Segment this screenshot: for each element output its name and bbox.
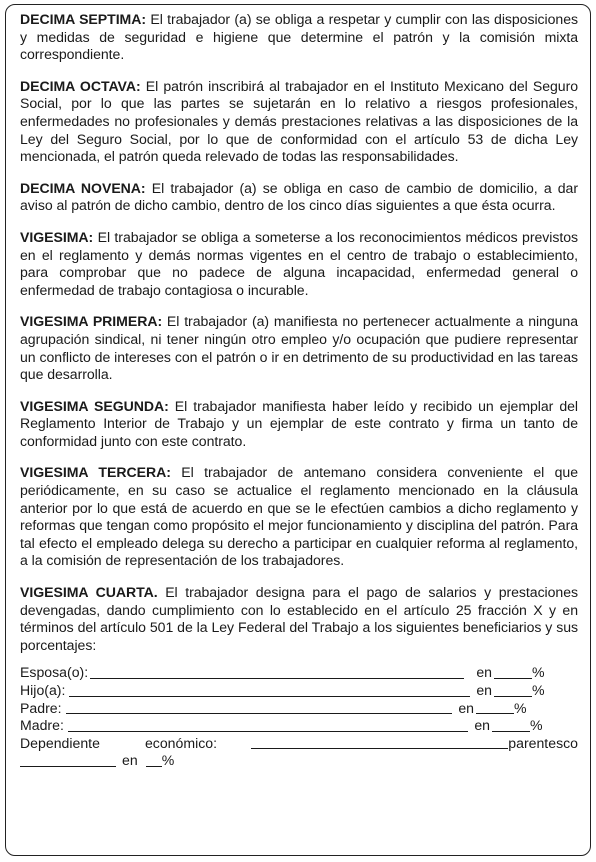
mother-name-field[interactable] [68,718,468,732]
in-label: en [476,664,492,681]
economic-label: económico: [144,734,218,751]
percent-sign: % [532,664,545,681]
beneficiary-row-mother [20,717,578,735]
clause-text: El trabajador manifiesta haber leído y recibido un ejemplar del Reglamento Interior de Trabajo y un ejemplar de este contrato y firma un tanto de conformidad junto con este contrato. [20,397,578,449]
dependent-kinship-field[interactable] [20,753,116,767]
clause-text: El patrón inscribirá al trabajador en el Instituto Mexicano del Seguro Social, por lo que las partes se sujetarán en lo relativo a riesgos profesionales, enfermedades no profesionales y demás prestaciones relativas a las disposiciones de la Ley del Seguro Social, por lo que de conformidad con el artículo 53 de dicha Ley mencionada, el patrón queda relevado de todas las responsabilidades. [20,77,579,165]
clause-vigesima-tercera [20,464,578,570]
spouse-percent-field[interactable] [494,665,532,679]
beneficiary-row-dependent-percent [20,752,578,770]
clause-title: VIGESIMA PRIMERA: [20,313,163,330]
clause-text: El trabajador (a) manifiesta no pertenecer actualmente a ninguna agrupación sindical, ni tener ningún otro empleo y/o ocupación que pudiere representar un conflicto de intereses con el patrón o ir en detrimento de su productividad en las tareas que desarrolla. [20,313,579,383]
clause-title: DECIMA OCTAVA: [20,77,141,94]
dependent-name-field[interactable] [251,735,508,749]
clause-vigesima-segunda [20,398,578,451]
percent-sign: % [514,699,527,716]
percent-sign: % [530,717,543,734]
child-label: Hijo(a): [20,682,66,698]
in-label: en [474,717,490,734]
clause-decima-septima [20,11,578,64]
beneficiary-row-spouse [20,664,578,682]
clause-vigesima [20,229,578,299]
spouse-label: Esposa(o): [20,664,89,681]
clause-decima-octava [20,78,578,166]
percent-sign: % [161,752,175,769]
clause-vigesima-primera [20,313,578,383]
dependent-percent-field[interactable] [146,753,162,767]
father-name-field[interactable] [66,700,453,714]
in-label: en [458,699,474,716]
spouse-name-field[interactable] [90,665,464,679]
father-label: Padre: [20,699,62,716]
clause-title: DECIMA NOVENA: [20,179,146,196]
child-name-field[interactable] [69,683,470,697]
beneficiaries-form [20,664,578,770]
in-label: en [122,752,138,769]
clause-text: El trabajador (a) se obliga en caso de cambio de domicilio, a dar aviso al patrón de dicho cambio, dentro de los cinco días siguientes a que ésta ocurra. [20,179,578,214]
clause-title: VIGESIMA TERCERA: [20,464,171,481]
clause-title: VIGESIMA SEGUNDA: [20,397,169,414]
clause-title: DECIMA SEPTIMA: [20,11,147,27]
percent-sign: % [532,682,545,698]
beneficiary-row-dependent [20,735,578,753]
mother-label: Madre: [20,717,64,734]
dependent-label: Dependiente [20,734,100,751]
clause-text: El trabajador designa para el pago de salarios y prestaciones devengadas, dando cumplimiento con lo establecido en el artículo 25 fracción X y en términos del artículo 501 de la Ley Federal del Trabajo a los siguientes beneficiarios y sus porcentajes: [20,584,579,653]
child-percent-field[interactable] [494,683,532,697]
clause-text: El trabajador se obliga a someterse a los reconocimientos médicos previstos en el reglamento y demás normas vigentes en el centro de trabajo o establecimiento, para comprobar que no padece de alguna incapacidad, enfermedad general o enfermedad de trabajo contagiosa o incurable. [20,228,578,298]
beneficiary-row-father [20,700,578,718]
clause-title: VIGESIMA CUARTA. [20,584,158,601]
clause-vigesima-cuarta [20,584,578,654]
mother-percent-field[interactable] [492,718,530,732]
clause-title: VIGESIMA: [20,228,94,245]
kinship-label: parentesco [508,734,578,751]
in-label: en [476,682,492,698]
contract-clauses [20,11,578,770]
clause-text: El trabajador de antemano considera conveniente el que periódicamente, en su caso se actualice el reglamento mencionado en la cláusula anterior por lo que está de acuerdo en que se le efectúen cambios a dicho reglamento y reformas que tengan como propósito el mejor funcionamiento y disciplina del patrón. Para tal efecto el empleado delega su derecho a participar en cualquier reforma al reglamento, a la comisión de representación de los trabajadores. [20,464,578,569]
beneficiary-row-child [20,682,578,700]
father-percent-field[interactable] [476,700,514,714]
clause-text: El trabajador (a) se obliga a respetar y cumplir con las disposiciones y medidas de seguridad e higiene que determine el patrón y la comisión mixta correspondiente. [20,11,578,63]
clause-decima-novena [20,180,578,215]
